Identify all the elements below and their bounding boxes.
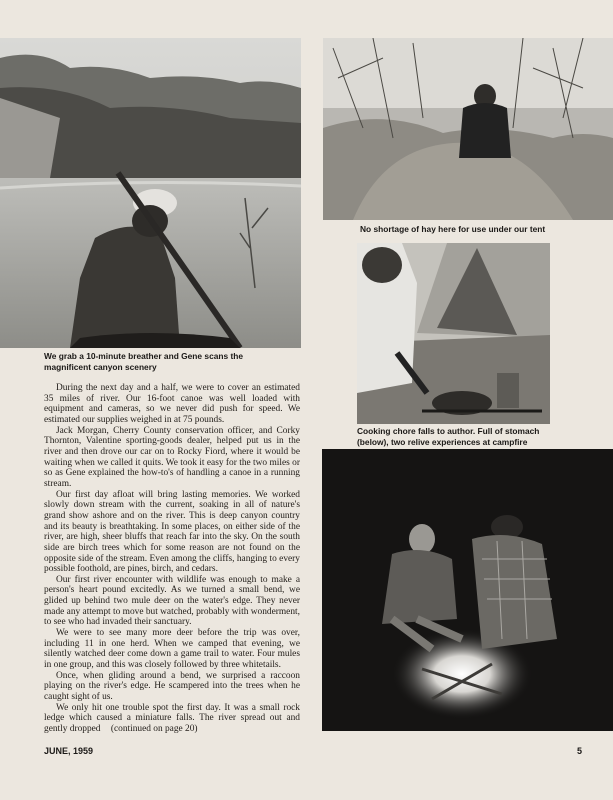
- article-paragraph: Our first river encounter with wildlife was enough to make a person's heart pound excitedly. As we turned a small bend, we glided up behind two mule deer on the water's edge. They never made any attempt to move but watched, probably with wonderment, to see who had invaded their sanctuary.: [44, 574, 300, 628]
- cooking-at-tent-photo: [357, 243, 550, 424]
- article-paragraph: Once, when gliding around a bend, we surprised a raccoon playing on the river's edge. He scampered into the trees when he caught sight of us.: [44, 670, 300, 703]
- canoe-paddler-photo: [0, 38, 301, 348]
- article-paragraph: Jack Morgan, Cherry County conservation officer, and Corky Thornton, Valentine sporting-goods dealer, helped put us in the river and then drove our car on to Rocky Fiord, where it would be waiting when we called it quits. We took it easy for the two miles or so as Gene explained the how-to's of handling a canoe in a running stream.: [44, 425, 300, 489]
- hay-gathering-photo: [323, 38, 613, 220]
- article-last-text: We only hit one trouble spot the first day. It was a small rock ledge which caused a miniature falls. The river spread out and gently dropped: [44, 702, 300, 734]
- article-paragraph: During the next day and a half, we were to cover an estimated 35 miles of river. Our 16-foot canoe was well loaded with equipment and cameras, so we never did push for speed. We estimated our supplies weighed in at 75 pounds.: [44, 383, 300, 425]
- continued-note: (continued on page 20): [110, 724, 198, 734]
- hay-photo-caption: No shortage of hay here for use under our tent: [360, 224, 546, 234]
- page-number: 5: [577, 746, 583, 756]
- article-body: [44, 383, 300, 735]
- article-paragraph: We were to see many more deer before the trip was over, including 11 in one herd. When we camped that evening, we silently watched deer come down a game trail to water. Four mules in one group, and this was closely followed by three whitetails.: [44, 628, 300, 671]
- cooking-photo-caption: Cooking chore falls to author. Full of stomach (below), two relive experiences at campfire: [357, 426, 540, 447]
- issue-date: JUNE, 1959: [44, 746, 94, 756]
- campfire-night-photo: [322, 449, 613, 731]
- canoe-photo-caption: We grab a 10-minute breather and Gene scans the magnificent canyon scenery: [44, 351, 244, 372]
- article-paragraph: Our first day afloat will bring lasting memories. We worked slowly down stream with the current, soaking in all of nature's grand show ashore and on the river. This is deep canyon country and its beauty is breathtaking. In some places, on either side of the river, are high, sheer bluffs that reach far into the sky. On the south side are birch trees which for some reason are not found on the opposite side of the stream. Even among the cliffs, hanging to every possible foothold, are pines, birch, and cedars.: [44, 489, 300, 575]
- article-paragraph-last: [44, 703, 300, 735]
